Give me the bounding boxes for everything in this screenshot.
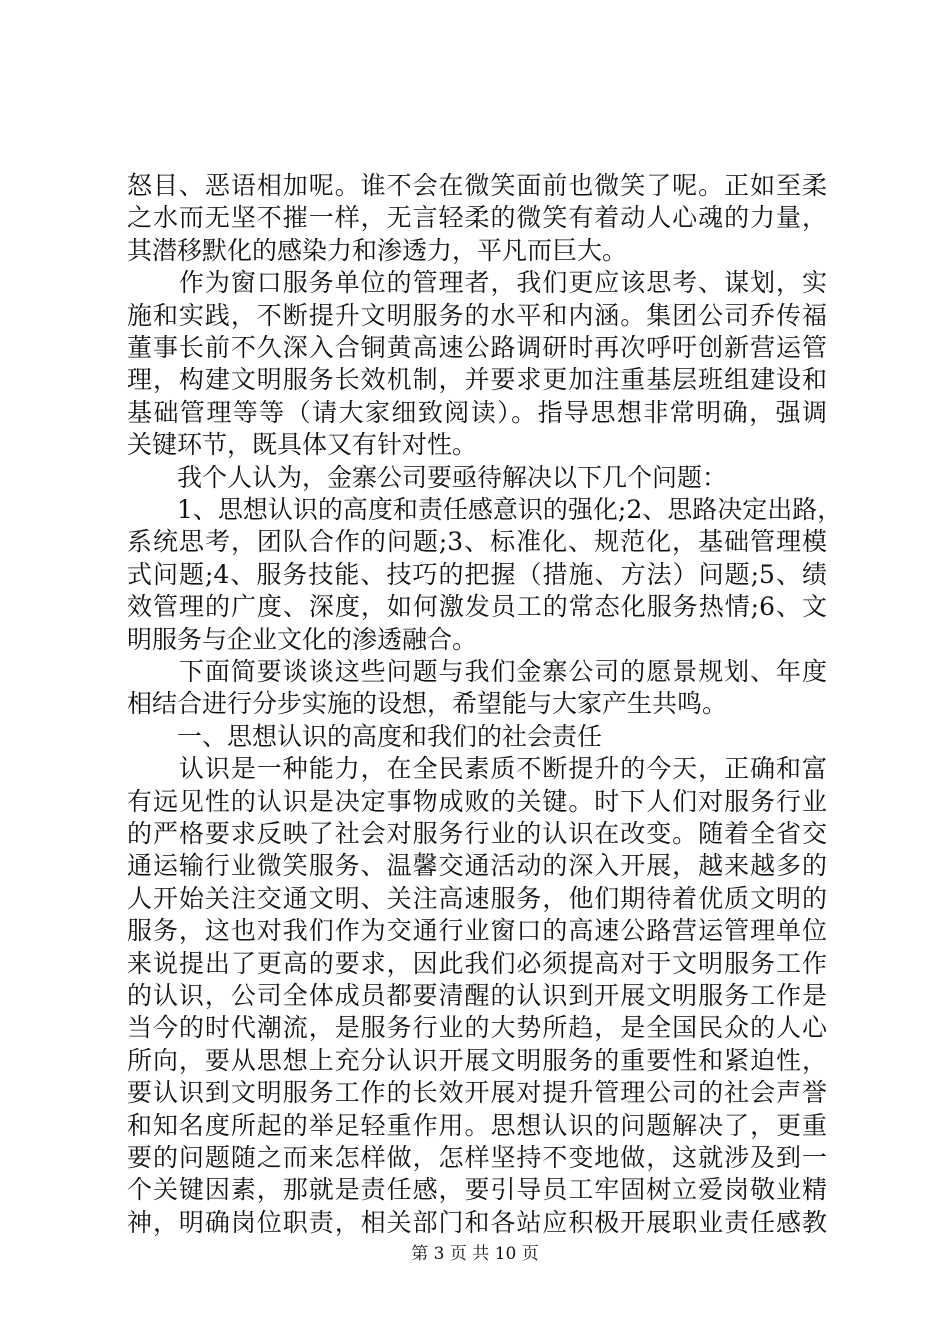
text-line: 施和实践，不断提升文明服务的水平和内涵。集团公司乔传福 bbox=[127, 300, 827, 330]
text-line: 作为窗口服务单位的管理者，我们更应该思考、谋划，实 bbox=[127, 268, 827, 298]
text-line: 服务，这也对我们作为交通行业窗口的高速公路营运管理单位 bbox=[127, 916, 827, 946]
text-line: 个关键因素，那就是责任感，要引导员工牢固树立爱岗敬业精 bbox=[127, 1175, 827, 1205]
text-line: 之水而无坚不摧一样，无言轻柔的微笑有着动人心魂的力量， bbox=[127, 203, 827, 233]
text-line: 下面简要谈谈这些问题与我们金寨公司的愿景规划、年度 bbox=[127, 657, 827, 686]
text-line: 通运输行业微笑服务、温馨交通活动的深入开展，越来越多的 bbox=[127, 851, 827, 881]
text-line: 当今的时代潮流，是服务行业的大势所趋，是全国民众的人心 bbox=[127, 1013, 827, 1043]
section-heading: 一、思想认识的高度和我们的社会责任 bbox=[127, 721, 603, 751]
text-line: 1、思想认识的高度和责任感意识的强化;2、思路决定出路， bbox=[127, 495, 843, 524]
text-line: 明服务与企业文化的渗透融合。 bbox=[127, 624, 478, 654]
text-line: 所向，要从思想上充分认识开展文明服务的重要性和紧迫性， bbox=[127, 1045, 827, 1075]
text-line: 的认识，公司全体成员都要清醒的认识到开展文明服务工作是 bbox=[127, 981, 827, 1010]
text-line: 相结合进行分步实施的设想，希望能与大家产生共鸣。 bbox=[127, 689, 728, 719]
text-line: 关键环节，既具体又有针对性。 bbox=[127, 430, 478, 460]
text-line: 认识是一种能力，在全民素质不断提升的今天，正确和富 bbox=[127, 754, 827, 784]
text-line: 要认识到文明服务工作的长效开展对提升管理公司的社会声誉 bbox=[127, 1078, 827, 1108]
text-line: 理，构建文明服务长效机制，并要求更加注重基层班组建设和 bbox=[127, 365, 827, 395]
text-line: 基础管理等等（请大家细致阅读）。指导思想非常明确，强调 bbox=[127, 397, 827, 427]
text-line: 的严格要求反映了社会对服务行业的认识在改变。随着全省交 bbox=[127, 819, 827, 848]
text-line: 来说提出了更高的要求，因此我们必须提高对于文明服务工作 bbox=[127, 948, 827, 978]
text-line: 怒目、恶语相加呢。谁不会在微笑面前也微笑了呢。正如至柔 bbox=[127, 171, 827, 200]
text-line: 系统思考，团队合作的问题;3、标准化、规范化，基础管理模 bbox=[127, 527, 827, 557]
text-line: 要的问题随之而来怎样做，怎样坚持不变地做，这就涉及到一 bbox=[127, 1143, 827, 1172]
text-line: 效管理的广度、深度，如何激发员工的常态化服务热情;6、文 bbox=[127, 592, 827, 622]
text-line: 式问题;4、服务技能、技巧的把握（措施、方法）问题;5、绩 bbox=[127, 559, 827, 589]
page-number-footer: 第 3 页 共 10 页 bbox=[411, 1244, 539, 1264]
text-line: 其潜移默化的感染力和渗透力，平凡而巨大。 bbox=[127, 235, 628, 265]
text-line: 和知名度所起的举足轻重作用。思想认识的问题解决了，更重 bbox=[127, 1110, 827, 1140]
text-line: 有远见性的认识是决定事物成败的关键。时下人们对服务行业 bbox=[127, 786, 827, 816]
text-line: 神，明确岗位职责，相关部门和各站应积极开展职业责任感教 bbox=[127, 1207, 827, 1237]
text-line: 人开始关注交通文明、关注高速服务，他们期待着优质文明的 bbox=[127, 883, 827, 913]
text-line: 董事长前不久深入合铜黄高速公路调研时再次呼吁创新营运管 bbox=[127, 333, 827, 362]
text-line: 我个人认为，金寨公司要亟待解决以下几个问题： bbox=[127, 462, 728, 492]
